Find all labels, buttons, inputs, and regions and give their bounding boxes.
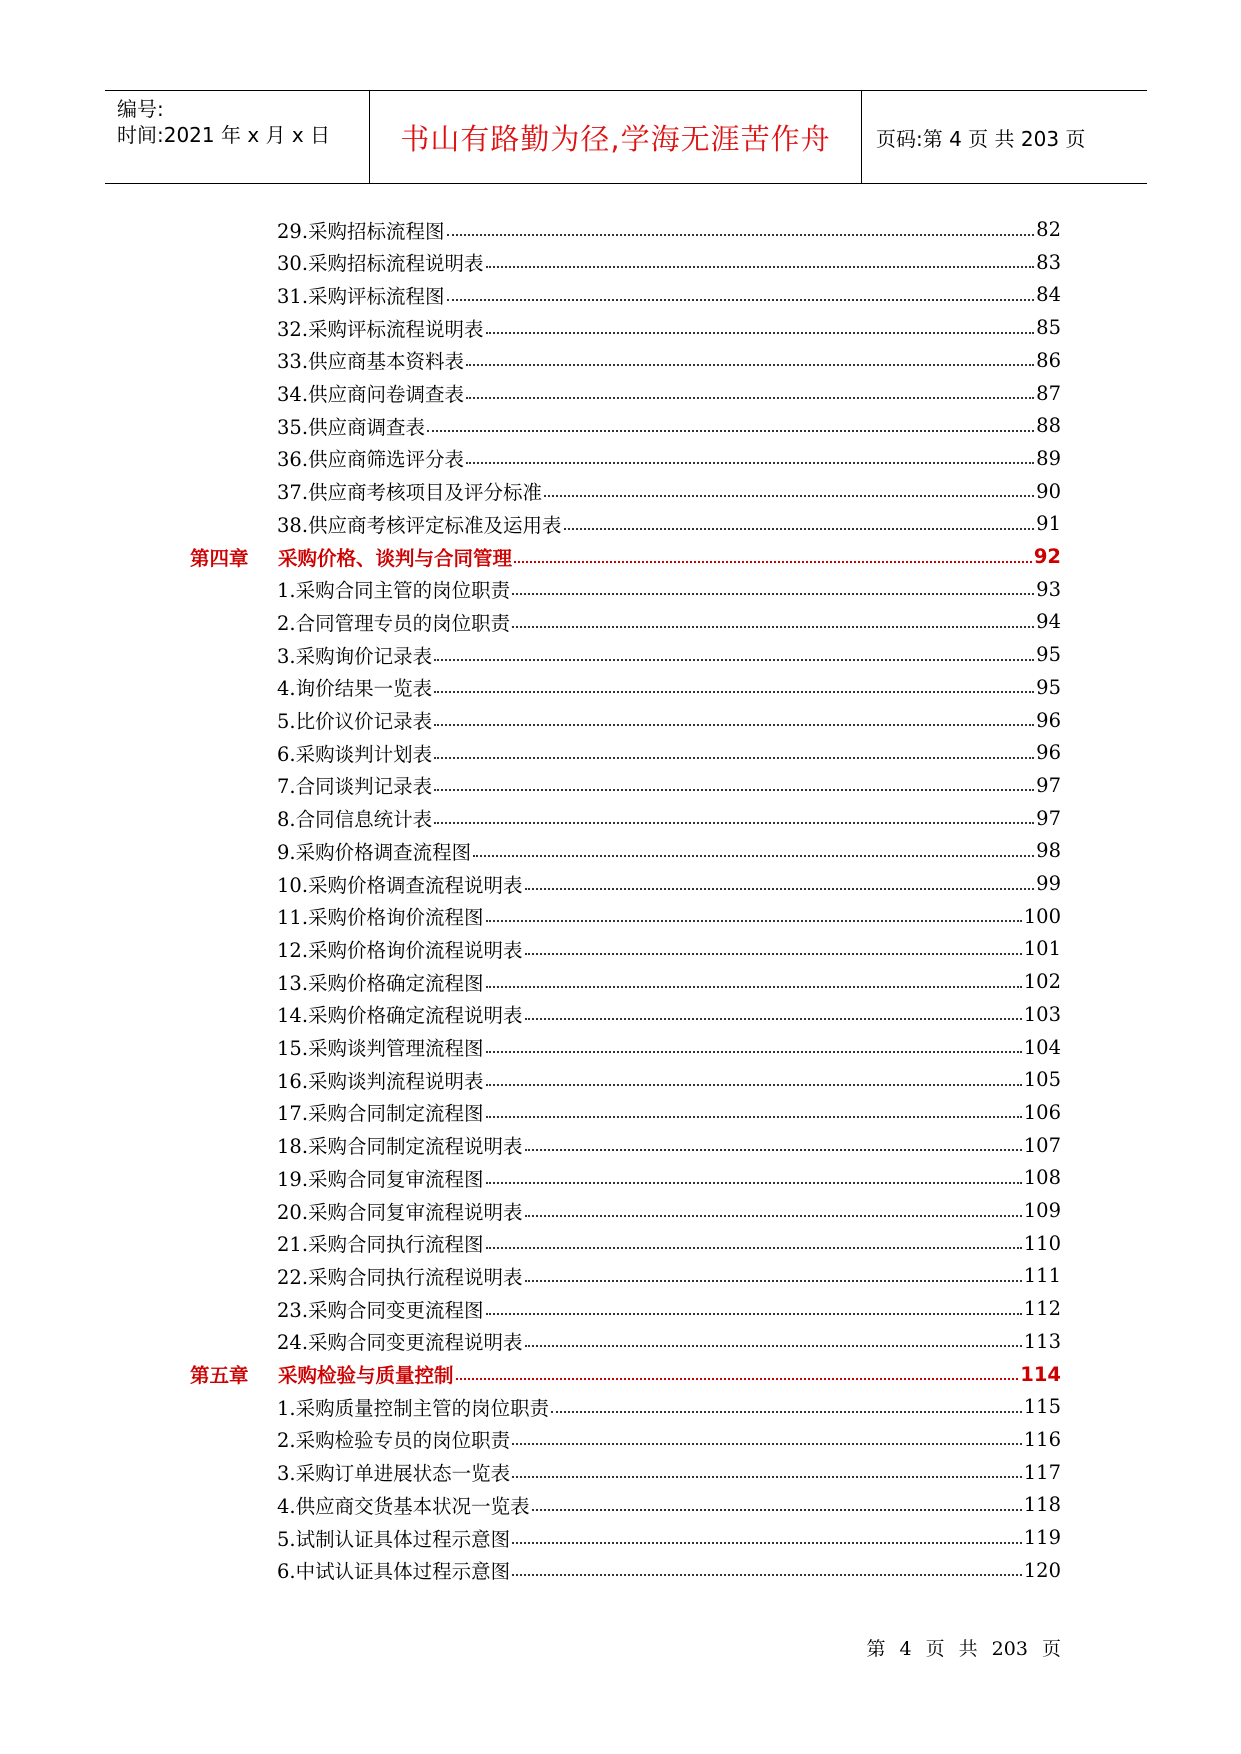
toc-page-number: 93 xyxy=(1036,577,1061,601)
toc-entry-row[interactable] xyxy=(0,311,1241,344)
toc-entry-title: 35.供应商调查表 xyxy=(277,415,426,439)
toc-entry-row[interactable] xyxy=(0,442,1241,475)
toc-dot-leader xyxy=(473,855,1034,857)
toc-entry-title: 6.中试认证具体过程示意图 xyxy=(277,1560,511,1584)
toc-entry-row[interactable] xyxy=(0,278,1241,311)
toc-entry-title: 7.合同谈判记录表 xyxy=(277,775,433,799)
toc-dot-leader xyxy=(525,1215,1022,1217)
toc-page-number: 96 xyxy=(1036,708,1061,732)
toc-dot-leader xyxy=(514,561,1032,563)
toc-dot-leader xyxy=(486,1051,1022,1053)
toc-dot-leader xyxy=(532,1509,1022,1511)
toc-entry-title: 3.采购询价记录表 xyxy=(277,644,433,668)
toc-page-number: 90 xyxy=(1036,479,1061,503)
toc-entry-title: 5.试制认证具体过程示意图 xyxy=(277,1527,511,1551)
toc-page-number: 103 xyxy=(1023,1002,1061,1026)
document-header xyxy=(105,90,1147,184)
toc-entry-title: 18.采购合同制定流程说明表 xyxy=(277,1135,523,1159)
toc-dot-leader xyxy=(525,1345,1022,1347)
toc-entry-title: 采购价格、谈判与合同管理 xyxy=(278,546,513,570)
toc-entry-title: 6.采购谈判计划表 xyxy=(277,742,433,766)
header-meta-cell xyxy=(105,91,370,183)
toc-dot-leader xyxy=(512,593,1034,595)
toc-entry-title: 4.供应商交货基本状况一览表 xyxy=(277,1494,530,1518)
header-motto-cell xyxy=(370,91,862,183)
toc-page-number: 112 xyxy=(1023,1297,1061,1321)
toc-entry-title: 16.采购谈判流程说明表 xyxy=(277,1069,484,1093)
toc-dot-leader xyxy=(466,462,1034,464)
toc-dot-leader xyxy=(434,822,1034,824)
toc-page-number: 96 xyxy=(1036,741,1061,765)
motto-text: 书山有路勤为径,学海无涯苦作舟 xyxy=(400,121,831,156)
toc-entry-row[interactable] xyxy=(0,1554,1241,1587)
toc-entry-row[interactable] xyxy=(0,246,1241,279)
toc-dot-leader xyxy=(525,953,1022,955)
toc-entry-row[interactable] xyxy=(0,998,1241,1031)
toc-dot-leader xyxy=(466,397,1034,399)
toc-entry-title: 32.采购评标流程说明表 xyxy=(277,317,484,341)
toc-entry-title: 20.采购合同复审流程说明表 xyxy=(277,1200,523,1224)
toc-entry-title: 33.供应商基本资料表 xyxy=(277,350,465,374)
header-page-cell xyxy=(862,91,1147,183)
toc-entry-row[interactable] xyxy=(0,1227,1241,1260)
toc-entry-row[interactable] xyxy=(0,377,1241,410)
toc-page-number: 116 xyxy=(1023,1427,1061,1451)
toc-dot-leader xyxy=(486,1182,1022,1184)
toc-dot-leader xyxy=(447,234,1035,236)
toc-page-number: 82 xyxy=(1036,218,1061,241)
toc-page-number: 107 xyxy=(1023,1133,1061,1157)
toc-dot-leader xyxy=(427,430,1034,432)
toc-entry-title: 3.采购订单进展状态一览表 xyxy=(277,1462,511,1486)
toc-entry-title: 17.采购合同制定流程图 xyxy=(277,1102,484,1126)
toc-entry-row[interactable] xyxy=(0,867,1241,900)
toc-page-number: 113 xyxy=(1023,1329,1061,1353)
toc-page-number: 104 xyxy=(1023,1035,1061,1059)
toc-entry-row[interactable] xyxy=(0,1390,1241,1423)
toc-page-number: 118 xyxy=(1023,1493,1061,1517)
toc-entry-title: 34.供应商问卷调查表 xyxy=(277,383,465,406)
toc-entry-title: 1.采购质量控制主管的岗位职责 xyxy=(277,1396,550,1420)
toc-dot-leader xyxy=(525,888,1035,890)
toc-page-number: 85 xyxy=(1036,316,1061,340)
toc-dot-leader xyxy=(512,1476,1022,1478)
toc-page-number: 111 xyxy=(1023,1264,1061,1288)
toc-entry-row[interactable] xyxy=(0,1031,1241,1064)
toc-page-number: 117 xyxy=(1023,1460,1061,1484)
toc-entry-title: 19.采购合同复审流程图 xyxy=(277,1167,484,1191)
toc-page-number: 108 xyxy=(1023,1166,1061,1190)
toc-page-number: 114 xyxy=(1020,1362,1061,1386)
toc-dot-leader xyxy=(434,789,1034,791)
toc-dot-leader xyxy=(456,1378,1019,1380)
toc-dot-leader xyxy=(486,1247,1022,1249)
toc-dot-leader xyxy=(486,1084,1022,1086)
toc-entry-row[interactable] xyxy=(0,213,1241,246)
toc-page-number: 86 xyxy=(1036,348,1061,372)
toc-dot-leader xyxy=(525,1280,1022,1282)
toc-entry-row[interactable] xyxy=(0,605,1241,638)
toc-dot-leader xyxy=(486,920,1022,922)
toc-entry-title: 11.采购价格询价流程图 xyxy=(277,906,484,930)
toc-page-number: 106 xyxy=(1023,1100,1061,1124)
toc-dot-leader xyxy=(434,757,1034,759)
toc-dot-leader xyxy=(525,1018,1022,1020)
toc-dot-leader xyxy=(447,299,1035,301)
toc-entry-title: 22.采购合同执行流程说明表 xyxy=(277,1265,523,1289)
toc-dot-leader xyxy=(551,1411,1022,1413)
toc-entry-row[interactable] xyxy=(0,900,1241,933)
toc-entry-row[interactable] xyxy=(0,638,1241,671)
toc-page-number: 91 xyxy=(1036,512,1061,536)
toc-entry-title: 29.采购招标流程图 xyxy=(277,219,445,243)
toc-dot-leader xyxy=(512,1574,1022,1576)
toc-entry-title: 21.采购合同执行流程图 xyxy=(277,1233,484,1257)
toc-entry-title: 24.采购合同变更流程说明表 xyxy=(277,1331,523,1355)
toc-dot-leader xyxy=(466,364,1034,366)
toc-entry-title: 31.采购评标流程图 xyxy=(277,284,445,308)
toc-entry-row[interactable] xyxy=(0,671,1241,704)
toc-entry-row[interactable] xyxy=(0,475,1241,508)
toc-entry-row[interactable] xyxy=(0,1521,1241,1554)
toc-entry-title: 8.合同信息统计表 xyxy=(277,808,433,832)
toc-entry-row[interactable] xyxy=(0,834,1241,867)
toc-page-number: 115 xyxy=(1023,1395,1061,1419)
toc-entry-title: 5.比价议价记录表 xyxy=(277,710,433,733)
toc-entry-title: 9.采购价格调查流程图 xyxy=(277,840,472,864)
toc-entry-row[interactable] xyxy=(0,573,1241,606)
toc-entry-title: 30.采购招标流程说明表 xyxy=(277,252,484,276)
toc-page-number: 97 xyxy=(1036,773,1061,797)
footer-page-number: 第 4 页 共 203 页 xyxy=(866,1638,1061,1660)
toc-page-number: 110 xyxy=(1023,1231,1061,1255)
toc-entry-title: 38.供应商考核评定标准及运用表 xyxy=(277,513,562,537)
toc-entry-row[interactable] xyxy=(0,1161,1241,1194)
toc-entry-title: 2.合同管理专员的岗位职责 xyxy=(277,611,511,635)
toc-dot-leader xyxy=(512,1542,1022,1544)
toc-page-number: 84 xyxy=(1036,283,1061,307)
toc-entry-row[interactable] xyxy=(0,769,1241,802)
toc-page-number: 109 xyxy=(1023,1199,1061,1222)
toc-chapter-number: 第五章 xyxy=(190,1364,249,1387)
toc-page-number: 119 xyxy=(1023,1526,1061,1549)
toc-dot-leader xyxy=(434,724,1034,726)
toc-entry-row[interactable] xyxy=(0,1423,1241,1456)
toc-dot-leader xyxy=(544,495,1034,497)
toc-page-number: 98 xyxy=(1036,839,1061,863)
doc-time-label: 时间:2021 年 x 月 x 日 xyxy=(117,123,331,147)
toc-chapter-row[interactable] xyxy=(0,1358,1241,1391)
toc-entry-row[interactable] xyxy=(0,1096,1241,1129)
toc-entry-row[interactable] xyxy=(0,1488,1241,1521)
toc-entry-title: 37.供应商考核项目及评分标准 xyxy=(277,481,543,505)
toc-entry-row[interactable] xyxy=(0,344,1241,377)
toc-page-number: 87 xyxy=(1036,381,1061,405)
toc-dot-leader xyxy=(486,1116,1022,1118)
toc-dot-leader xyxy=(486,1313,1022,1315)
toc-entry-title: 13.采购价格确定流程图 xyxy=(277,971,484,995)
toc-entry-title: 12.采购价格询价流程说明表 xyxy=(277,938,523,962)
toc-entry-row[interactable] xyxy=(0,1456,1241,1489)
toc-entry-row[interactable] xyxy=(0,1194,1241,1227)
toc-page-number: 83 xyxy=(1036,250,1061,274)
toc-entry-title: 23.采购合同变更流程图 xyxy=(277,1298,484,1322)
toc-entry-title: 1.采购合同主管的岗位职责 xyxy=(277,579,511,603)
toc-page-number: 92 xyxy=(1033,545,1061,568)
toc-chapter-row[interactable] xyxy=(0,540,1241,573)
toc-page-number: 97 xyxy=(1036,806,1061,830)
toc-dot-leader xyxy=(512,1443,1022,1445)
toc-dot-leader xyxy=(434,659,1034,661)
toc-dot-leader xyxy=(434,691,1034,693)
toc-entry-row[interactable] xyxy=(0,1292,1241,1325)
toc-entry-row[interactable] xyxy=(0,965,1241,998)
toc-entry-title: 10.采购价格调查流程说明表 xyxy=(277,873,523,897)
toc-page-number: 101 xyxy=(1023,937,1061,961)
toc-page-number: 105 xyxy=(1023,1068,1061,1092)
toc-entry-row[interactable] xyxy=(0,1325,1241,1358)
toc-entry-row[interactable] xyxy=(0,736,1241,769)
toc-entry-title: 采购检验与质量控制 xyxy=(278,1364,454,1387)
toc-entry-row[interactable] xyxy=(0,704,1241,737)
toc-entry-title: 4.询价结果一览表 xyxy=(277,677,433,701)
toc-page-number: 95 xyxy=(1036,643,1061,667)
toc-entry-row[interactable] xyxy=(0,1063,1241,1096)
toc-dot-leader xyxy=(486,266,1035,268)
toc-page-number: 102 xyxy=(1023,970,1061,994)
toc-entry-row[interactable] xyxy=(0,1259,1241,1292)
toc-dot-leader xyxy=(486,986,1022,988)
toc-dot-leader xyxy=(486,332,1035,334)
toc-page-number: 100 xyxy=(1023,904,1061,928)
toc-entry-title: 36.供应商筛选评分表 xyxy=(277,448,465,472)
toc-chapter-number: 第四章 xyxy=(190,546,249,570)
toc-dot-leader xyxy=(525,1149,1022,1151)
header-page-code: 页码:第 4 页 共 203 页 xyxy=(876,126,1086,151)
toc-page-number: 95 xyxy=(1036,675,1061,699)
toc-entry-title: 2.采购检验专员的岗位职责 xyxy=(277,1429,511,1453)
toc-page-number: 88 xyxy=(1036,414,1061,438)
toc-entry-row[interactable] xyxy=(0,1129,1241,1162)
toc-entry-row[interactable] xyxy=(0,409,1241,442)
toc-page-number: 120 xyxy=(1023,1558,1061,1582)
toc-page-number: 99 xyxy=(1036,872,1061,895)
toc-page-number: 89 xyxy=(1036,446,1061,470)
toc-dot-leader xyxy=(564,528,1035,530)
toc-entry-row[interactable] xyxy=(0,932,1241,965)
toc-dot-leader xyxy=(512,626,1034,628)
toc-entry-title: 15.采购谈判管理流程图 xyxy=(277,1037,484,1060)
doc-number-label: 编号: xyxy=(117,97,164,121)
toc-entry-row[interactable] xyxy=(0,507,1241,540)
toc-entry-row[interactable] xyxy=(0,802,1241,835)
toc-entry-title: 14.采购价格确定流程说明表 xyxy=(277,1004,523,1028)
toc-page-number: 94 xyxy=(1036,610,1061,634)
